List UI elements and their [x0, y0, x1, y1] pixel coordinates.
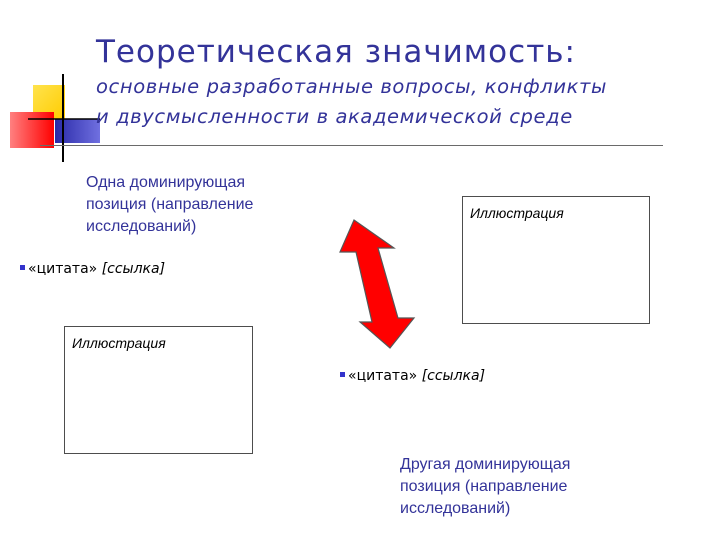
illustration-label: Иллюстрация: [72, 335, 166, 351]
bullet-icon: [340, 372, 345, 377]
illustration-box-left: [64, 326, 253, 454]
page-title: Теоретическая значимость:: [96, 34, 576, 70]
quote-two-text: «цитата»: [348, 368, 422, 384]
quote-one-text: «цитата»: [28, 261, 102, 277]
position-one-text: Одна доминирующая позиция (направление исследований): [86, 174, 254, 235]
title-divider: [40, 145, 663, 146]
bullet-icon: [20, 265, 25, 270]
subtitle-line-2: и двусмысленности в академической среде: [96, 105, 573, 128]
illustration-label: Иллюстрация: [470, 205, 564, 221]
position-two-text: Другая доминирующая позиция (направление исследований): [400, 456, 571, 517]
quote-two-ref: [ссылка]: [421, 368, 486, 384]
double-headed-arrow-icon: [320, 210, 430, 350]
page-subtitle: [96, 72, 607, 132]
illustration-box-right: [462, 196, 650, 324]
quote-one-ref: [ссылка]: [101, 261, 166, 277]
subtitle-line-1: основные разработанные вопросы, конфликты: [96, 75, 607, 98]
quote-two: [340, 368, 485, 384]
quote-one: [20, 261, 165, 277]
